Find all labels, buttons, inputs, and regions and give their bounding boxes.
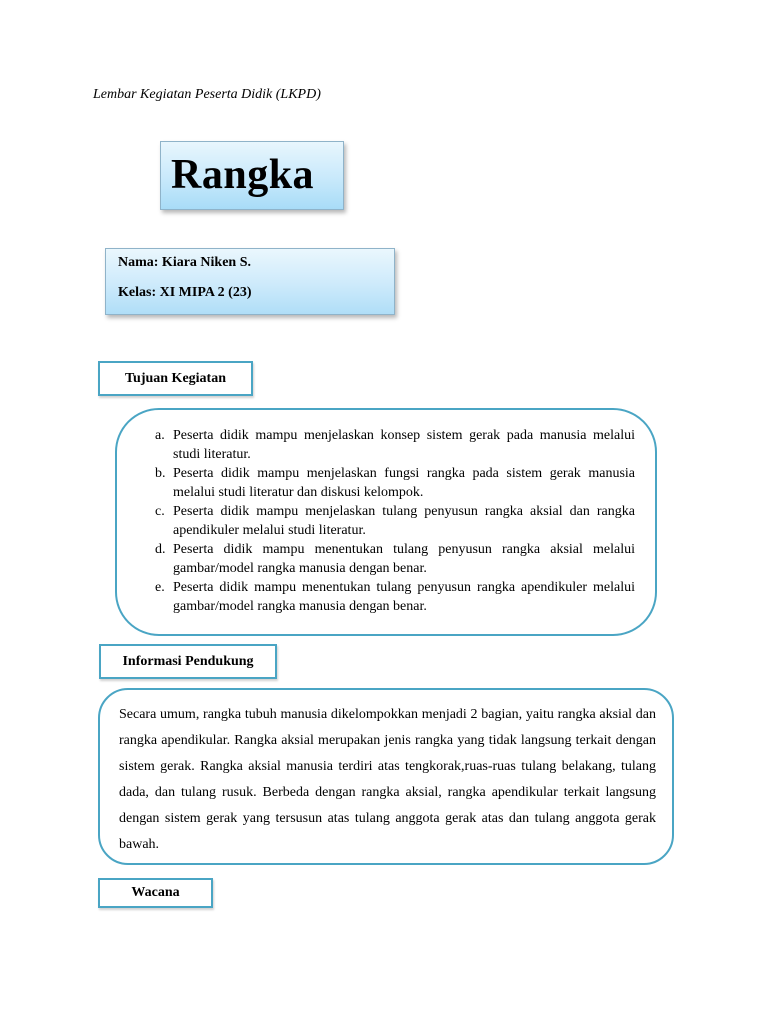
supporting-info-panel: [98, 688, 674, 865]
discourse-label: Wacana: [98, 878, 213, 908]
objectives-panel: [115, 408, 657, 636]
student-name: Nama: Kiara Niken S.: [118, 255, 251, 270]
objective-text: Peserta didik mampu menjelaskan fungsi rangka pada sistem gerak manusia melalui studi literatur dan diskusi kelompok.: [173, 466, 635, 500]
objectives-label: Tujuan Kegiatan: [98, 361, 253, 396]
objectives-list: [153, 426, 635, 616]
supporting-info-label: Informasi Pendukung: [99, 644, 277, 679]
student-class: Kelas: XI MIPA 2 (23): [118, 285, 252, 300]
objective-item: [153, 502, 635, 540]
objective-marker: a.: [155, 428, 165, 443]
objective-item: [153, 426, 635, 464]
objective-text: Peserta didik mampu menentukan tulang penyusun rangka aksial melalui gambar/model rangka manusia dengan benar.: [173, 542, 635, 576]
objective-item: [153, 464, 635, 502]
student-identity-box: [105, 248, 395, 315]
objective-item: [153, 540, 635, 578]
objective-text: Peserta didik mampu menjelaskan tulang penyusun rangka aksial dan rangka apendikuler melalui studi literatur.: [173, 504, 635, 538]
objective-item: [153, 578, 635, 616]
document-header: Lembar Kegiatan Peserta Didik (LKPD): [93, 87, 321, 102]
objective-marker: e.: [155, 580, 165, 595]
objective-marker: d.: [155, 542, 166, 557]
page-title: Rangka: [171, 152, 315, 198]
objective-marker: b.: [155, 466, 166, 481]
supporting-info-text: Secara umum, rangka tubuh manusia dikelompokkan menjadi 2 bagian, yaitu rangka aksial dan rangka apendikular. Rangka aksial merupakan jenis rangka yang tidak langsung terkait dengan sistem gerak. Rangka aksial manusia terdiri atas tengkorak,ruas-ruas tulang belakang, tulang dada, dan tulang rusuk. Berbeda dengan rangka aksial, rangka apendikular terkait langsung dengan sistem gerak yang tersusun atas tulang anggota gerak atas dan tulang anggota gerak bawah.: [119, 707, 656, 852]
title-box: [160, 141, 344, 210]
objective-text: Peserta didik mampu menentukan tulang penyusun rangka apendikuler melalui gambar/model rangka manusia dengan benar.: [173, 580, 635, 614]
objective-text: Peserta didik mampu menjelaskan konsep sistem gerak pada manusia melalui studi literatur.: [173, 428, 635, 462]
objective-marker: c.: [155, 504, 165, 519]
